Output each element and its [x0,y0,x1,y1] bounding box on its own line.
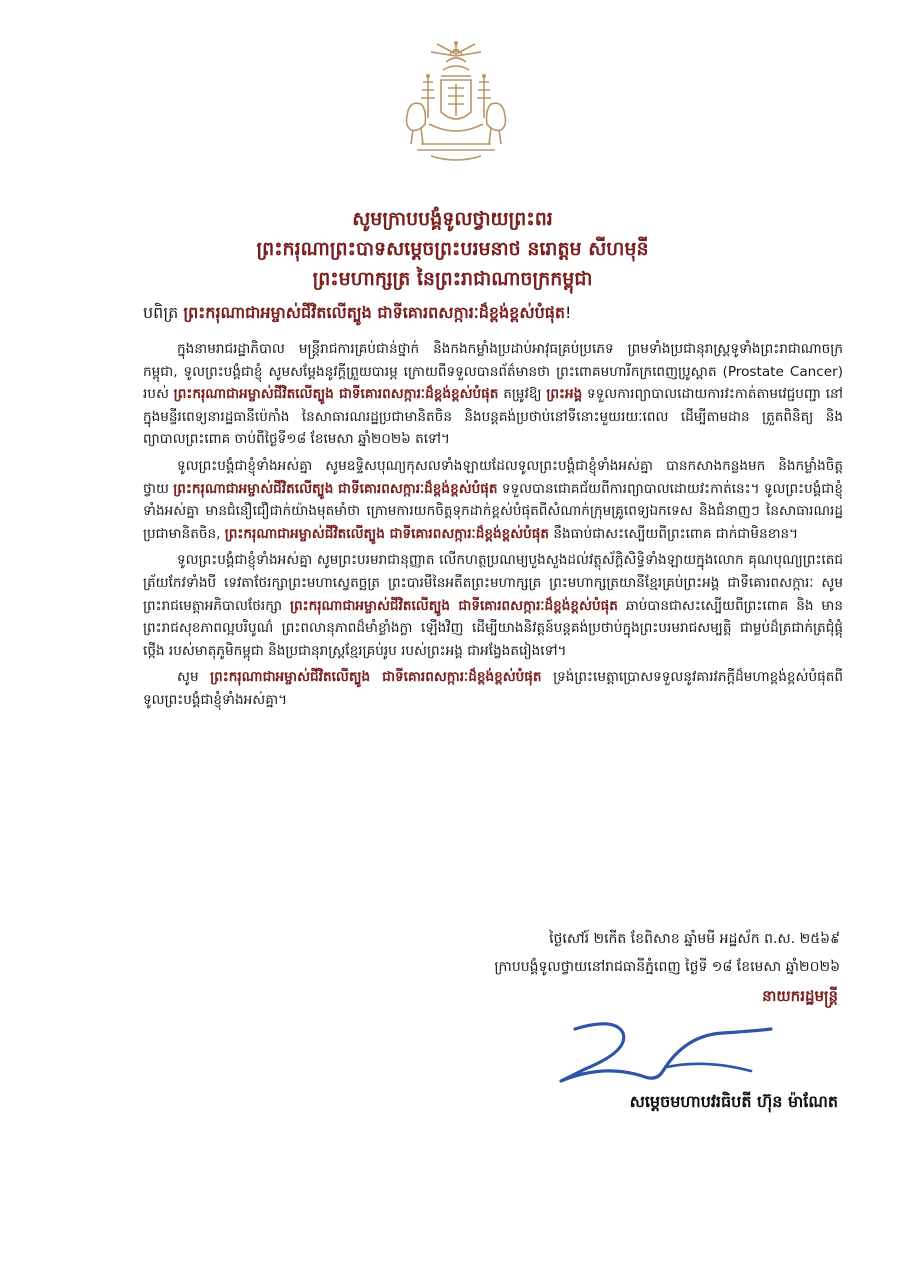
paragraph-4-text-b: ទ្រង់ព្រះមេត្តាប្រោសទទួលនូវគារវភក្តីដ៏មហាខ្ពង់ខ្ពស់បំផុតពីទូលព្រះបង្គំជាខ្ញុំទាំងអស់គ្នា។ [143,669,843,708]
header-line-1: សូមក្រាបបង្គំទូលថ្វាយព្រះពរ [352,208,553,230]
header-line-2: ព្រះករុណាព្រះបាទសម្តេចព្រះបរមនាថ នរោត្តម សីហមុនី [256,238,649,260]
paragraph-4-text-a: សូម [177,669,199,686]
salutation [143,300,843,326]
paragraph-3-text-b: ឆាប់បានជាសះស្បើយពីព្រះពោគ និង មានព្រះរាជសុខភាពល្អបរិបូណ៌ ព្រះពលានុភាពដ៏មាំខ្លាំងក្លា ឡើងវិញ ដើម្បីយាងនិវត្តន៍បន្តគង់ប្រថាប់ក្នុងព្រះបរមរាជសម្បត្តិ ជាម្លប់ដ៏ត្រជាក់ត្រជុំផ្តុំថ្កើង របស់មាតុភូមិកម្ពុជា និងប្រជានុរាស្ត្រខ្មែរគ្រប់រូប របស់ព្រះអង្គ ជាអង្វែងតរៀងទៅ។ [143,597,843,659]
paragraph-2-royal-title-2: ព្រះករុណាជាអម្ចាស់ជីវិតលើត្បូង ជាទីគោរពសក្ការៈដ៏ខ្ពង់ខ្ពស់បំផុត [224,525,550,542]
paragraph-2-text-c: នឹងធាប់ជាសះស្បើយពីព្រះពោគ ជាក់ជាមិនខាន។ [553,525,799,542]
letter-body [143,338,843,716]
paragraph-1-royal-pronoun: ព្រះអង្គ [546,386,583,403]
paragraph-2-royal-title-1: ព្រះករុណាជាអម្ចាស់ជីវិតលើត្បូង ជាទីគោរពសក្ការៈដ៏ខ្ពង់ខ្ពស់បំផុត [173,480,498,497]
paragraph-2-text-a: ទូលព្រះបង្គំជាខ្ញុំទាំងអស់គ្នា សូមឧទ្ទិសបុណ្យកុសលទាំងឡាយដែលទូលព្រះបង្គំជាខ្ញុំទាំងអស់គ្នា បានកសាងកន្លងមក និងកម្លាំងចិត្ត ថ្វាយ [143,457,843,497]
signer-name: សម្តេចមហាបវរធិបតី ហ៊ុន ម៉ាណែត [629,1092,838,1111]
header-line-3: ព្រះមហាក្សត្រ នៃព្រះរាជាណាចក្រកម្ពុជា [312,268,593,290]
paragraph-1-text-c: ទទួលការព្យាបាលដោយការវះកាត់តាមវេជ្ជបញ្ជា នៅក្នុងមន្ទីរពេទ្យនារដ្ឋធានីប៉េកាំង នៃសាធារណរដ្ឋប្រជាមានិតចិន និងបន្តគង់ប្រថាប់នៅទីនោះមួយរយៈពេល ដើម្បីតាមដាន ត្រួតពិនិត្យ និងព្យាបាលព្រះពោគ ចាប់ពីថ្ងៃទី១៨ ខែមេសា ឆ្នាំ២០២៦ តទៅ។ [143,386,843,448]
royal-coat-of-arms-icon [401,40,511,165]
signer-position: នាយករដ្ឋមន្ត្រី [762,987,838,1005]
salutation-suffix: ! [565,303,572,322]
handwritten-signature-icon [545,1015,780,1090]
place-and-date: ក្រាបបង្គំទូលថ្វាយនៅរាជធានីភ្នំពេញ ថ្ងៃទី ១៨ ខែមេសា ឆ្នាំ២០២៦ [494,959,840,975]
paragraph-1-text-b: តម្រូវឱ្យ [503,386,542,403]
paragraph-4-royal-title: ព្រះករុណាជាអម្ចាស់ជីវិតលើត្បូង ជាទីគោរពសក្ការៈដ៏ខ្ពង់ខ្ពស់បំផុត [210,669,542,686]
paragraph-1 [143,338,843,451]
salutation-prefix: បពិត្រ [143,303,179,322]
paragraph-2-text-b: ទទួលបានជោគជ័យពីការព្យាបាលដោយវះកាត់នេះ។ ទូលព្រះបង្គំជាខ្ញុំទាំងអស់គ្នា មានជំនឿជឿជាក់យ៉ាងមុតមាំថា ក្រោមការយកចិត្តទុកដាក់ខ្ពស់បំផុតពីសំណាក់ក្រុមគ្រូពេទ្យឯកទេស និងជំនាញៗ នៃសាធារណរដ្ឋប្រជាមានិតចិន, [143,480,843,542]
paragraph-3-text-a: ទូលព្រះបង្គំជាខ្ញុំទាំងអស់គ្នា សូមព្រះបរមរាជានុញ្ញាត លើកហត្ថប្រណម្យបួងសួងដល់វត្ថុស័ក្តិសិទ្ធិទាំងឡាយក្នុងលោក គុណបុណ្យព្រះតេជត្រ័យកែវទាំងបី ទេវតាថែរក្សាព្រះមហាស្វេតច្ឆត្រ ព្រះបារមីនៃអតីតព្រះមហាក្សត្រ ព្រះមហាក្សត្រយានីខ្មែរគ្រប់ព្រះអង្គ ជាទីគោរពសក្ការៈ សូមព្រះរាជមេត្តាអភិបាលថែរក្សា [143,552,843,614]
paragraph-4 [143,666,843,711]
paragraph-1-text-a: ក្នុងនាមរាជរដ្ឋាភិបាល មន្ត្រីរាជការគ្រប់ជាន់ថ្នាក់ និងកងកម្លាំងប្រដាប់អាវុធគ្រប់ប្រភេទ ព្រមទាំងប្រជានុរាស្ត្រទូទាំងព្រះរាជាណាចក្រកម្ពុជា, ទូលព្រះបង្គំជាខ្ញុំ សូមសម្តែងនូវក្តីព្រួយបារម្ភ ក្រោយពីទទួលបានព័ត៌មានថា ព្រះពោគមហារីកក្រពេញប្រូស្តាត (Prostate Cancer) របស់ [143,341,843,403]
paragraph-1-royal-title: ព្រះករុណាជាអម្ចាស់ជីវិតលើត្បូង ជាទីគោរពសក្ការៈដ៏ខ្ពង់ខ្ពស់បំផុត [173,386,499,403]
salutation-title: ព្រះករុណាជាអម្ចាស់ជីវិតលើត្បូង ជាទីគោរពសក្ការៈដ៏ខ្ពង់ខ្ពស់បំផុត [183,303,566,322]
paragraph-2 [143,455,843,545]
paragraph-3-royal-title: ព្រះករុណាជាអម្ចាស់ជីវិតលើត្បូង ជាទីគោរពសក្ការៈដ៏ខ្ពង់ខ្ពស់បំផុត [289,597,618,614]
paragraph-3 [143,549,843,662]
lunar-date: ថ្ងៃសៅរ៍ ២កើត ខែពិសាខ ឆ្នាំមមី អដ្ឋស័ក ព.ស. ២៥៦៩ [549,931,840,947]
